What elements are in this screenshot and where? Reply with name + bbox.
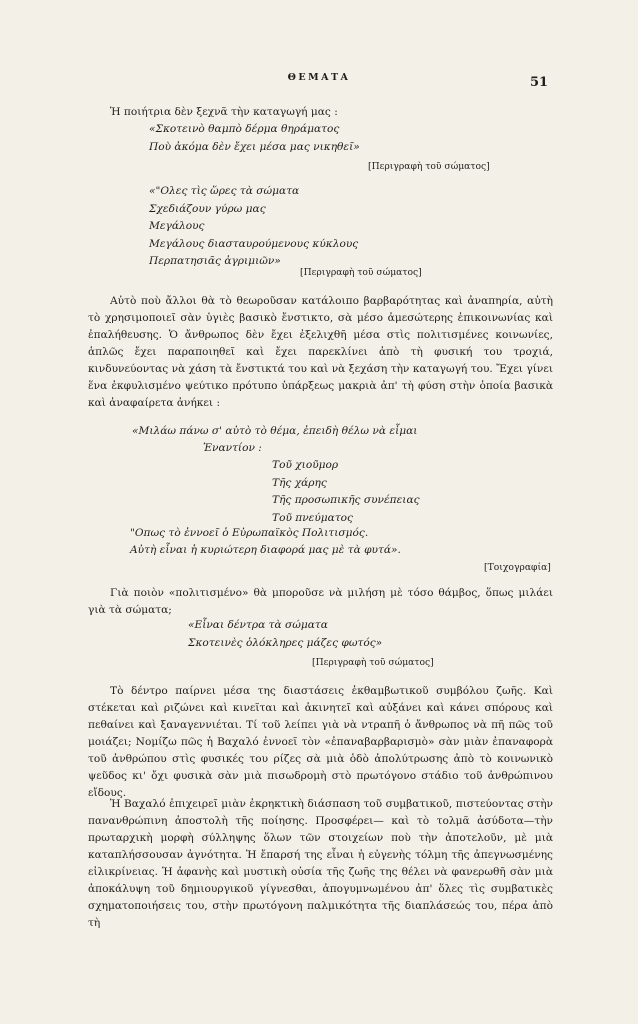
poem-line: «Εἶναι δέντρα τὰ σώματα: [188, 619, 328, 631]
paragraph-text: Τὸ δέντρο παίρνει μέσα της διαστάσεις ἐκθαμβωτικοῦ συμβόλου ζωῆς. Καὶ στέκεται καὶ ριζώνει καὶ κινεῖται καὶ ἀκινητεῖ καὶ αὐξάνει καὶ κάνει σπόρους καὶ πεθαίνει καὶ ξαναγεννιέται. Τί τοῦ λείπει γιὰ νὰ ντραπῆ ὁ ἄνθρωπος νὰ πῆ πῶς τοῦ μοιάζει; Νομίζω πῶς ἡ Βαχαλό ἐννοεῖ τὸν «ἐπαναβαρβαρισμὸ» σὰν μιὰν ἐπαναφορὰ τοῦ ἀνθρώπου στὶς φυσικές του ρίζες σὰ μιὰ ὁδὸ ἀπολύτρωσης ἀπὸ τὸ κοινωνικὸ ψεῦδος κι' ὄχι φυσικὰ σὰν μιὰ πισωδρομὴ στὸ πρωτόγονο στάδιο τοῦ ἀνθρώπινου εἴδους.: [88, 685, 553, 799]
poem-quote-3-line: Ἐναντίον :: [203, 442, 262, 454]
poem-quote-1: [149, 121, 360, 156]
poem-line: Τῆς προσωπικῆς συνέπειας: [272, 494, 420, 507]
poem-line: Μεγάλους: [149, 220, 205, 233]
intro-text: Ἡ ποιήτρια δὲν ξεχνᾶ τὴν καταγωγή μας :: [110, 106, 338, 118]
poem-quote-3-list: [272, 457, 420, 527]
poem-quote-2: [149, 183, 358, 271]
quote-attribution: [Περιγραφὴ τοῦ σώματος]: [368, 161, 490, 172]
poem-quote-3-line: "Οπως τὸ ἐννοεῖ ὁ Εὐρωπαϊκὸς Πολιτισμός.: [130, 527, 369, 539]
poem-line: Περπατησιᾶς ἀγριμιῶν»: [149, 255, 281, 268]
quote-attribution: [Περιγραφὴ τοῦ σώματος]: [300, 267, 422, 278]
poem-line: Σκοτεινὲς ὁλόκληρες μάζες φωτός»: [188, 636, 383, 649]
poem-quote-3-line: Αὐτὴ εἶναι ἡ κυριώτερη διαφορά μας μὲ τὰ φυτά».: [130, 544, 401, 556]
poem-line: Μεγάλους διασταυρούμενους κύκλους: [149, 237, 359, 250]
body-paragraph: [88, 796, 553, 932]
body-paragraph: [88, 585, 553, 619]
quote-attribution: [Περιγραφὴ τοῦ σώματος]: [312, 657, 434, 668]
poem-line: Τοῦ χιοῦμορ: [272, 459, 339, 471]
poem-line: «Σκοτεινὸ θαμπὸ δέρμα θηράματος: [149, 123, 340, 135]
quote-attribution: [Τοιχογραφία]: [484, 562, 551, 573]
body-paragraph: [88, 293, 553, 412]
poem-line: Ποὺ ἀκόμα δὲν ἔχει μέσα μας νικηθεῖ»: [149, 140, 360, 153]
poem-line: «"Ολες τὶς ὥρες τὰ σώματα: [149, 185, 300, 197]
intro-paragraph: [88, 104, 553, 121]
running-title: ΘΕΜΑΤΑ: [287, 72, 351, 83]
poem-line: Σχεδιάζουν γύρω μας: [149, 202, 266, 215]
body-paragraph: [88, 683, 553, 802]
poem-quote-4: [188, 617, 382, 652]
paragraph-text: Ἡ Βαχαλό ἐπιχειρεῖ μιὰν ἐκρηκτικὴ διάσπαση τοῦ συμβατικοῦ, πιστεύοντας στὴν πανανθρώπινη ἀποστολὴ τῆς ποίησης. Προσφέρει— καὶ τὸ τολμᾶ ἀσύδοτα—τὴν πρωταρχικὴ μορφὴ σύλληψης ὅλων τῶν στοιχείων ποὺ τὴν ἀποτελοῦν, μὲ μιὰ καταπλήσσουσαν ἀγνότητα. Ἡ ἔπαρσή της εἶναι ἡ εὐγενὴς τόλμη τῆς ἀπεγνωσμένης εἰλικρίνειας. Ἡ ἀφανὴς καὶ μυστικὴ οὐσία τῆς ζωῆς της θέλει νὰ φανερωθῆ σὰν μιὰ ἀποκάλυψη τοῦ δημιουργικοῦ γίγνεσθαι, ἀπογυμνωμένου ἀπ' ὅλες τὶς συμβατικὲς σχηματοποιήσεις του, στὴν πρωτόγονη παλμικότητα τῆς διαπλάσεώς του, πέρα ἀπὸ τὴ: [88, 798, 553, 929]
page-number: 51: [530, 75, 549, 90]
paragraph-text: Γιὰ ποιὸν «πολιτισμένο» θὰ μποροῦσε νὰ μιλήση μὲ τόσο θάμβος, ὅπως μιλάει γιὰ τὰ σώματα;: [88, 587, 553, 616]
poem-quote-3-line: «Μιλάω πάνω σ' αὐτὸ τὸ θέμα, ἐπειδὴ θέλω νὰ εἶμαι: [132, 425, 418, 437]
poem-line: Τοῦ πνεύματος: [272, 511, 353, 524]
paragraph-text: Αὐτὸ ποὺ ἄλλοι θὰ τὸ θεωροῦσαν κατάλοιπο βαρβαρότητας καὶ ἀναπηρία, αὐτὴ τὸ χρησιμοποιεῖ σὰν ὑγιὲς βασικὸ ἔνστικτο, σὰ μέσο ἀμεσώτερης ἐπικοινωνίας καὶ ἐπαλήθευσης. Ὁ ἄνθρωπος δὲν ἔχει ἐξελιχθῆ μέσα στὶς πολιτισμένες κοινωνίες, ἁπλῶς ἔχει παραποιηθεῖ καὶ ἔχει παρεκλίνει ἀπὸ τὴ φυσική του τροχιά, κινδυνεύοντας νὰ χάση τὰ ἔνστικτά του καὶ νὰ ξεχάση τὴν καταγωγή του. Ἔχει γίνει ἕνα ἐκφυλισμένο ψεύτικο πρότυπο ὑπάρξεως μακριὰ ἀπ' τὴ φύση στὴν ὁποία βασικὰ καὶ ἀναφαίρετα ἀνήκει :: [88, 295, 553, 409]
poem-line: Τῆς χάρης: [272, 476, 327, 489]
